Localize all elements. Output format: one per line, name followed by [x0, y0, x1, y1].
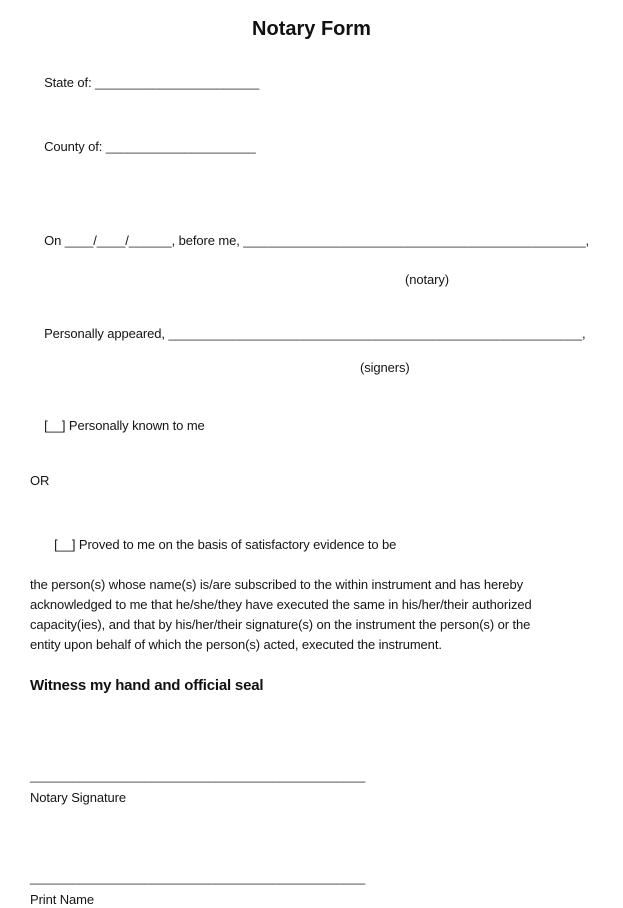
personally-known-label: Personally known to me: [65, 418, 205, 433]
county-label: County of:: [44, 139, 106, 154]
notary-name-blank[interactable]: ________________________________________________: [243, 233, 586, 248]
date-slash: /: [93, 233, 97, 248]
proved-paragraph-line: entity upon behalf of which the person(s) acted, executed the instrument.: [30, 637, 442, 652]
state-input-blank[interactable]: _______________________: [95, 75, 260, 90]
personally-appeared-label: Personally appeared,: [44, 326, 169, 341]
state-label: State of:: [44, 75, 96, 90]
county-row: [30, 123, 615, 171]
before-me-label: , before me,: [171, 233, 244, 248]
signers-caption: (signers): [360, 360, 410, 375]
date-and-notary-row: [30, 217, 615, 265]
proved-paragraph-line: acknowledged to me that he/she/they have executed the same in his/her/their authorized: [30, 597, 532, 612]
proved-paragraph-line: capacity(ies), and that by his/her/their signature(s) on the instrument the person(s) or the: [30, 617, 531, 632]
date-prefix-label: On: [44, 233, 65, 248]
date-day-blank[interactable]: ____: [96, 233, 126, 248]
print-name-line[interactable]: _______________________________________________: [30, 870, 366, 885]
notary-caption: (notary): [405, 272, 449, 287]
proved-option-first-line: [30, 515, 615, 575]
or-separator: OR: [30, 473, 50, 488]
personally-known-option: [30, 402, 615, 450]
proved-checkbox[interactable]: [__]: [54, 537, 76, 552]
print-name-label: Print Name: [30, 892, 95, 907]
notary-signature-line[interactable]: _______________________________________________: [30, 768, 366, 783]
personally-known-checkbox[interactable]: [__]: [44, 418, 66, 433]
proved-paragraph-line: the person(s) whose name(s) is/are subscribed to the within instrument and has hereby: [30, 577, 523, 592]
page-title: Notary Form: [252, 18, 371, 40]
personally-appeared-row: [30, 310, 615, 358]
signers-name-blank[interactable]: __________________________________________________________: [168, 326, 582, 341]
proved-label: Proved to me on the basis of satisfactory evidence to be: [75, 537, 397, 552]
line-end-comma: ,: [581, 326, 586, 341]
date-year-blank[interactable]: ______: [128, 233, 172, 248]
date-month-blank[interactable]: ____: [64, 233, 94, 248]
date-slash: /: [125, 233, 129, 248]
witness-heading: Witness my hand and official seal: [30, 677, 264, 694]
state-row: [30, 59, 615, 107]
county-input-blank[interactable]: _____________________: [105, 139, 256, 154]
notary-signature-label: Notary Signature: [30, 790, 126, 805]
line-end-comma: ,: [585, 233, 590, 248]
proved-option-paragraph: [30, 515, 615, 655]
notary-form-page: [0, 16, 623, 907]
